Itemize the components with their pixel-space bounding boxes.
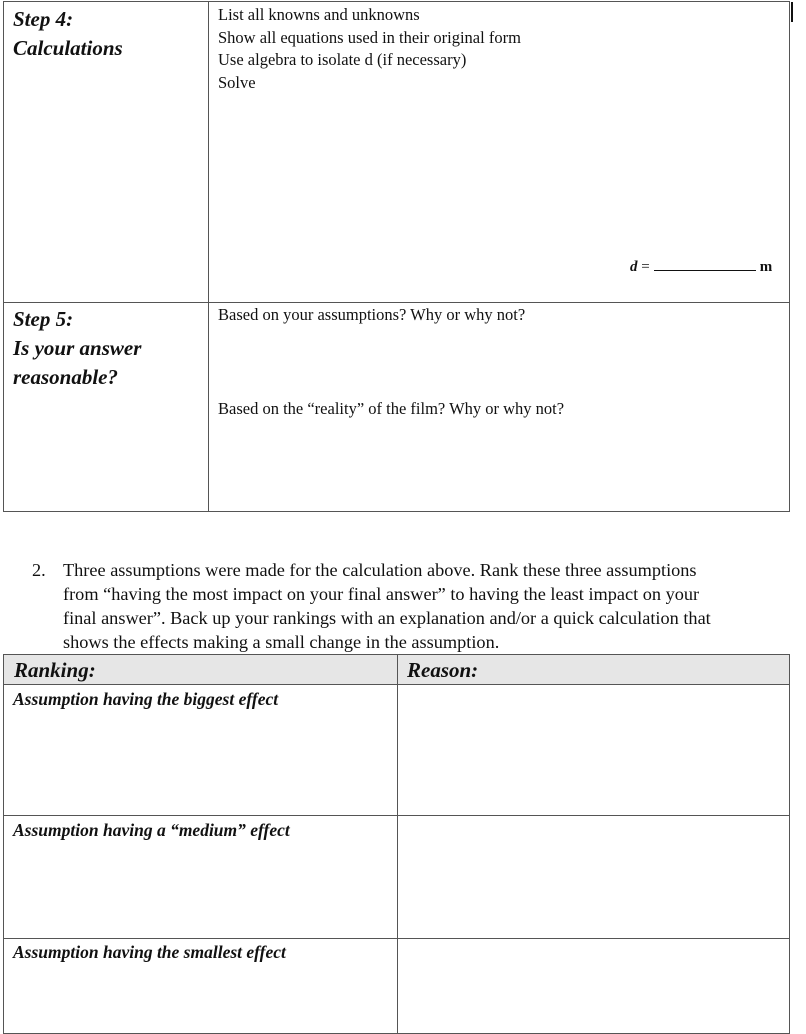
answer-line <box>630 258 772 276</box>
step4-instructions <box>218 4 521 94</box>
question-line-3: final answer”. Back up your rankings with an explanation and/or a quick calculation that <box>63 608 711 628</box>
step4-title <box>13 5 123 63</box>
page-edge-mark <box>791 2 793 22</box>
ranking-row-smallest: Assumption having the smallest effect <box>13 942 286 962</box>
reason-cell-biggest[interactable] <box>398 685 790 815</box>
step5-prompt-assumptions: Based on your assumptions? Why or why not? <box>218 305 526 324</box>
question-line-4: shows the effects making a small change in the assumption. <box>63 632 500 652</box>
step4-instruction-3: Use algebra to isolate d (if necessary) <box>218 50 467 69</box>
step5-title <box>13 305 141 392</box>
step5-title-line2: Is your answer <box>13 336 142 360</box>
ranking-header-label: Ranking: <box>14 658 96 682</box>
step4-instruction-1: List all knowns and unknowns <box>218 5 420 24</box>
question-line-2: from “having the most impact on your final answer” to having the least impact on your <box>63 584 700 604</box>
steps-row-divider <box>4 302 789 303</box>
steps-table <box>3 1 790 512</box>
reason-header-label: Reason: <box>407 658 479 682</box>
question-text <box>63 558 791 654</box>
step5-prompt-reality: Based on the “reality” of the film? Why or why not? <box>218 399 565 418</box>
ranking-row-biggest: Assumption having the biggest effect <box>13 689 279 709</box>
answer-variable: d <box>630 259 638 275</box>
answer-blank[interactable] <box>654 258 756 271</box>
step4-instruction-2: Show all equations used in their original form <box>218 27 521 47</box>
question-line-1: Three assumptions were made for the calculation above. Rank these three assumptions <box>63 560 697 580</box>
ranking-table <box>3 654 790 1034</box>
step5-title-line1: Step 5: <box>13 307 74 331</box>
step5-title-line3: reasonable? <box>13 365 118 389</box>
question-number: 2. <box>32 560 46 580</box>
answer-equals: = <box>641 259 650 275</box>
step4-title-line2: Calculations <box>13 36 123 60</box>
answer-unit: m <box>759 259 773 275</box>
ranking-row-medium: Assumption having a “medium” effect <box>13 820 290 840</box>
reason-cell-medium[interactable] <box>398 816 790 938</box>
step4-instruction-4: Solve <box>218 72 256 92</box>
step4-title-line1: Step 4: <box>13 7 74 31</box>
steps-column-divider <box>208 2 209 511</box>
reason-cell-smallest[interactable] <box>398 939 790 1033</box>
